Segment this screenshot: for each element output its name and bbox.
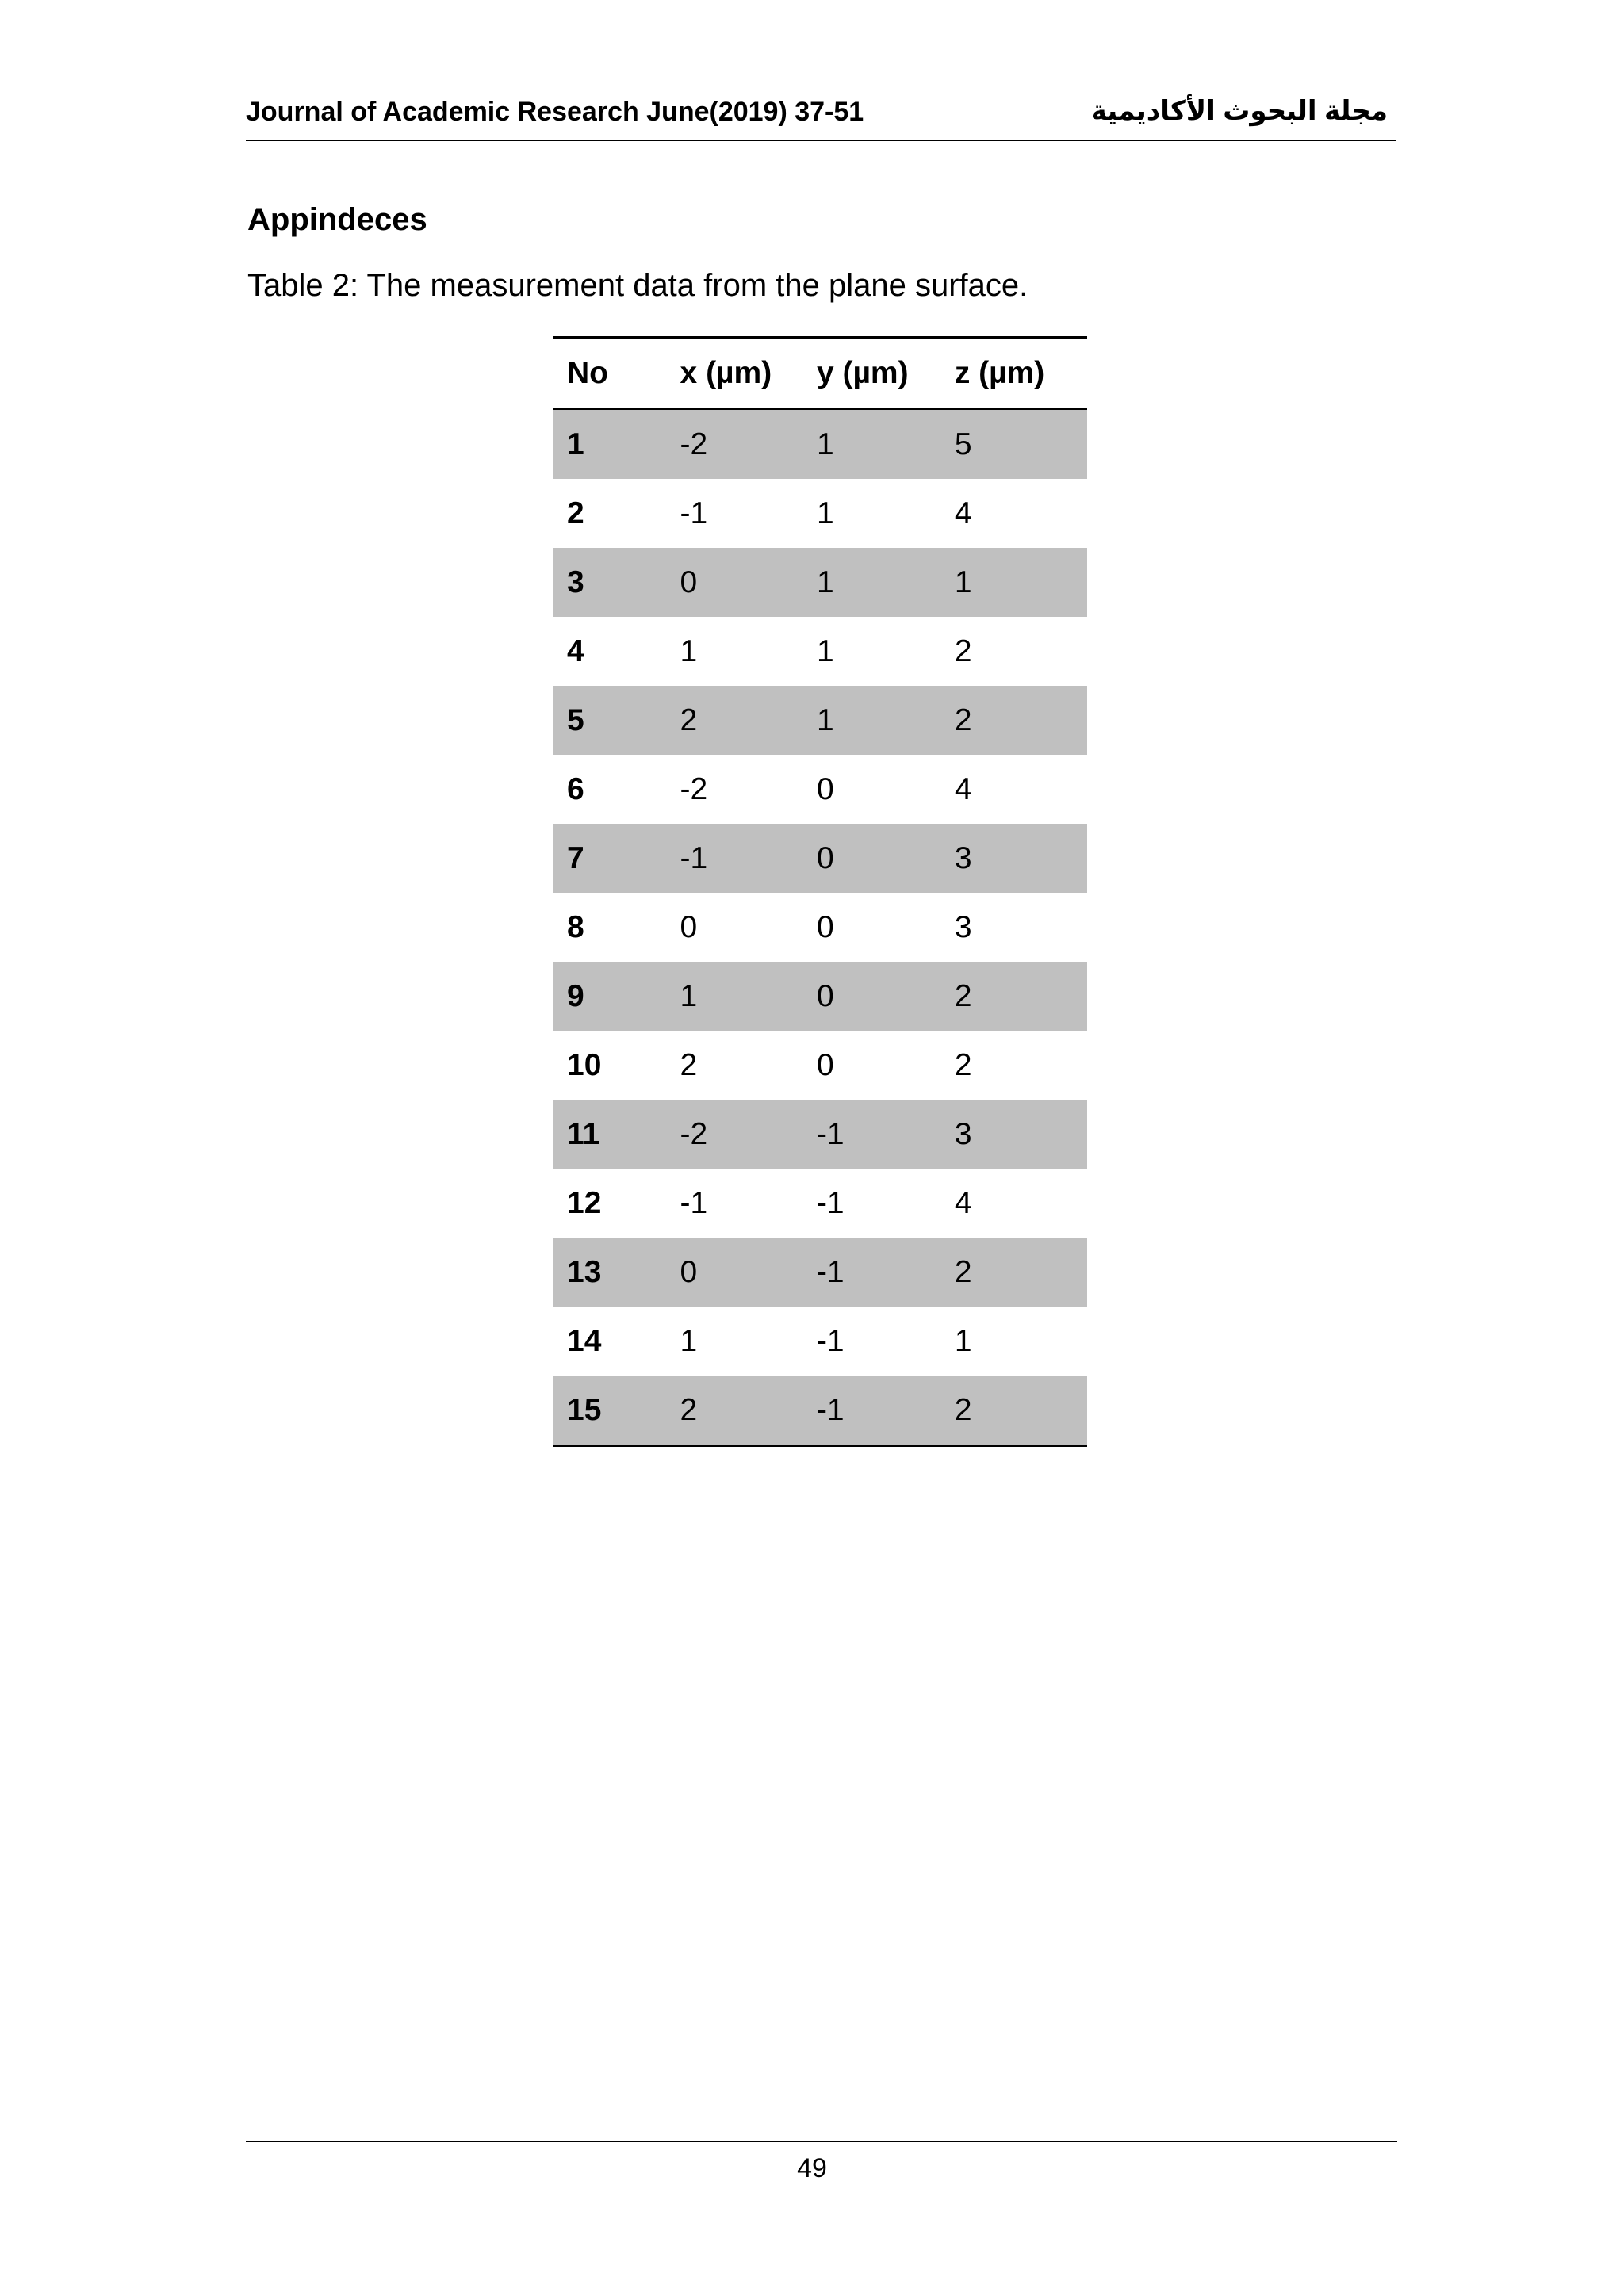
cell-y: 1 (816, 633, 834, 668)
cell-x: 0 (666, 548, 802, 617)
cell-z: 2 (954, 633, 972, 668)
cell-no: 10 (567, 1047, 602, 1082)
table-row (553, 1238, 1087, 1307)
cell-z: 4 (954, 496, 972, 530)
cell-y: 1 (802, 409, 940, 480)
table-row (553, 893, 1087, 962)
table-row (553, 1376, 1087, 1446)
table-row (553, 548, 1087, 617)
cell-y: 1 (802, 686, 940, 755)
cell-no: 6 (567, 771, 584, 806)
cell-y: 0 (816, 1047, 834, 1082)
cell-z: 1 (940, 548, 1087, 617)
table-row (553, 1169, 1087, 1238)
cell-y: 0 (816, 771, 834, 806)
cell-x: -1 (680, 1185, 708, 1220)
cell-no: 9 (553, 962, 666, 1031)
column-header-no: No (553, 338, 666, 409)
cell-no: 13 (553, 1238, 666, 1307)
footer-rule (246, 2141, 1397, 2142)
cell-y: -1 (816, 1323, 845, 1358)
cell-no: 15 (553, 1376, 666, 1446)
cell-x: 0 (680, 909, 698, 944)
cell-z: 4 (954, 771, 972, 806)
cell-z: 5 (940, 409, 1087, 480)
table-row (553, 409, 1087, 480)
cell-z: 2 (954, 1047, 972, 1082)
cell-z: 2 (940, 1238, 1087, 1307)
cell-z: 3 (940, 824, 1087, 893)
cell-z: 2 (940, 1376, 1087, 1446)
cell-x: 2 (680, 1047, 698, 1082)
cell-z: 4 (954, 1185, 972, 1220)
page-number: 49 (797, 2153, 827, 2183)
measurement-table (553, 336, 1087, 1447)
cell-x: 0 (666, 1238, 802, 1307)
column-header-y: y (µm) (802, 338, 940, 409)
cell-z: 3 (940, 1100, 1087, 1169)
cell-x: 2 (666, 686, 802, 755)
cell-y: -1 (802, 1100, 940, 1169)
page-header (246, 94, 1396, 141)
cell-z: 3 (954, 909, 972, 944)
cell-y: -1 (816, 1185, 845, 1220)
cell-x: -2 (666, 409, 802, 480)
table-row (553, 686, 1087, 755)
cell-x: -1 (666, 824, 802, 893)
table-header-row (553, 338, 1087, 409)
table-row (553, 1031, 1087, 1100)
cell-y: 0 (802, 824, 940, 893)
journal-title: Journal of Academic Research June(2019) 37-51 (246, 97, 864, 127)
cell-z: 2 (940, 962, 1087, 1031)
cell-y: 0 (802, 962, 940, 1031)
cell-y: -1 (802, 1238, 940, 1307)
cell-no: 4 (567, 633, 584, 668)
table-caption: Table 2: The measurement data from the plane surface. (247, 268, 1028, 303)
column-header-z: z (µm) (940, 338, 1087, 409)
cell-x: 2 (666, 1376, 802, 1446)
cell-x: -2 (666, 1100, 802, 1169)
cell-z: 1 (954, 1323, 972, 1358)
cell-x: 1 (666, 962, 802, 1031)
cell-no: 12 (567, 1185, 602, 1220)
table-row (553, 1100, 1087, 1169)
cell-z: 2 (940, 686, 1087, 755)
cell-no: 5 (553, 686, 666, 755)
cell-no: 1 (553, 409, 666, 480)
column-header-x: x (µm) (666, 338, 802, 409)
cell-x: 1 (680, 633, 698, 668)
cell-no: 14 (567, 1323, 602, 1358)
table-row (553, 962, 1087, 1031)
section-heading: Appindeces (247, 202, 427, 237)
cell-x: -2 (680, 771, 708, 806)
cell-y: -1 (802, 1376, 940, 1446)
cell-no: 3 (553, 548, 666, 617)
cell-y: 0 (816, 909, 834, 944)
cell-no: 11 (553, 1100, 666, 1169)
table-row (553, 479, 1087, 548)
table-row (553, 824, 1087, 893)
cell-x: -1 (680, 496, 708, 530)
cell-no: 7 (553, 824, 666, 893)
cell-y: 1 (802, 548, 940, 617)
table-row (553, 755, 1087, 824)
cell-no: 8 (567, 909, 584, 944)
cell-x: 1 (680, 1323, 698, 1358)
table-row (553, 1307, 1087, 1376)
cell-y: 1 (816, 496, 834, 530)
journal-title-arabic: مجلة البحوث الأكاديمية (1090, 96, 1388, 126)
table-row (553, 617, 1087, 686)
cell-no: 2 (567, 496, 584, 530)
